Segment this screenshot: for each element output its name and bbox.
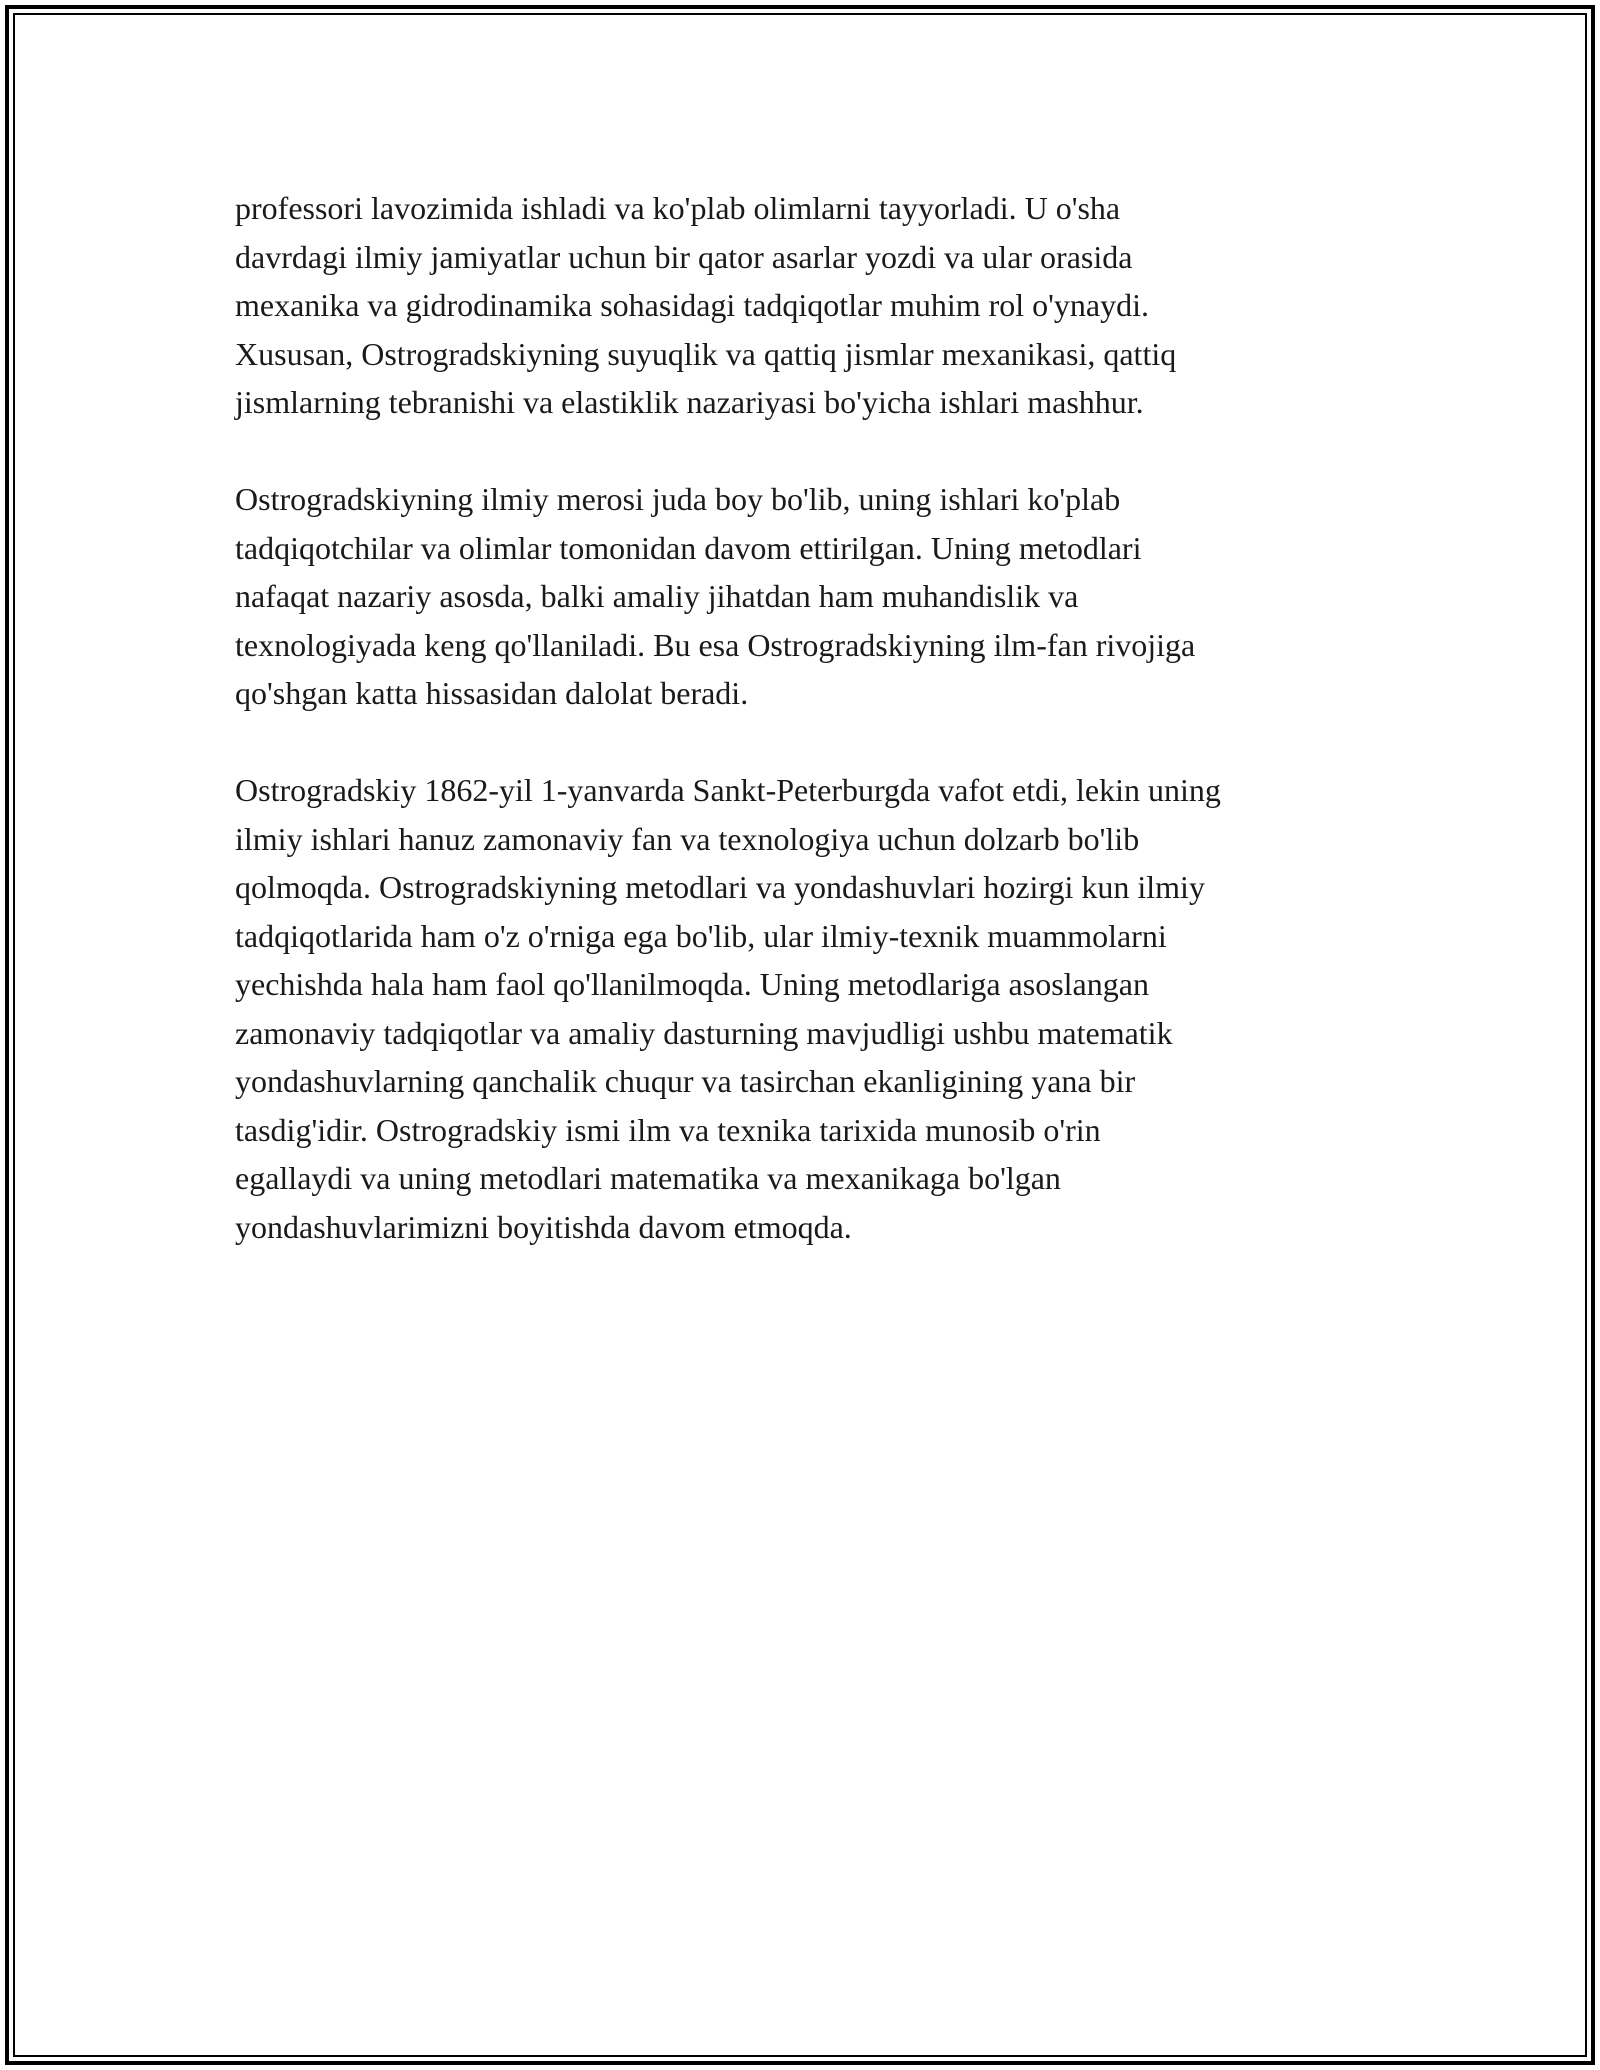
paragraph-3: Ostrogradskiy 1862-yil 1-yanvarda Sankt-Peterburgda vafot etdi, lekin uning ilmiy ishlari hanuz zamonaviy fan va texnologiya uchun dolzarb bo'lib qolmoqda. Ostrogradskiyning metodlari va yondashuvlari hozirgi kun ilmiy tadqiqotlarida ham o'z o'rniga ega bo'lib, ular ilmiy-texnik muammolarni yechishda hala ham faol qo'llanilmoqda. Uning metodlariga asoslangan zamonaviy tadqiqotlar va amaliy dasturning mavjudligi ushbu matematik yondashuvlarning qanchalik chuqur va tasirchan ekanligining yana bir tasdig'idir. Ostrogradskiy ismi ilm va texnika tarixida munosib o'rin egallaydi va uning metodlari matematika va mexanikaga bo'lgan yondashuvlarimizni boyitishda davom etmoqda. [235,772,1221,1245]
document-body [235,184,1380,1251]
paragraph-2: Ostrogradskiyning ilmiy merosi juda boy bo'lib, uning ishlari ko'plab tadqiqotchilar va olimlar tomonidan davom ettirilgan. Uning metodlari nafaqat nazariy asosda, balki amaliy jihatdan ham muhandislik va texnologiyada keng qo'llaniladi. Bu esa Ostrogradskiyning ilm-fan rivojiga qo'shgan katta hissasidan dalolat beradi. [235,481,1196,711]
paragraph-1: professori lavozimida ishladi va ko'plab olimlarni tayyorladi. U o'sha davrdagi ilmiy jamiyatlar uchun bir qator asarlar yozdi va ular orasida mexanika va gidrodinamika sohasidagi tadqiqotlar muhim rol o'ynaydi. Xususan, Ostrogradskiyning suyuqlik va qattiq jismlar mexanikasi, qattiq jismlarning tebranishi va elastiklik nazariyasi bo'yicha ishlari mashhur. [235,190,1177,420]
